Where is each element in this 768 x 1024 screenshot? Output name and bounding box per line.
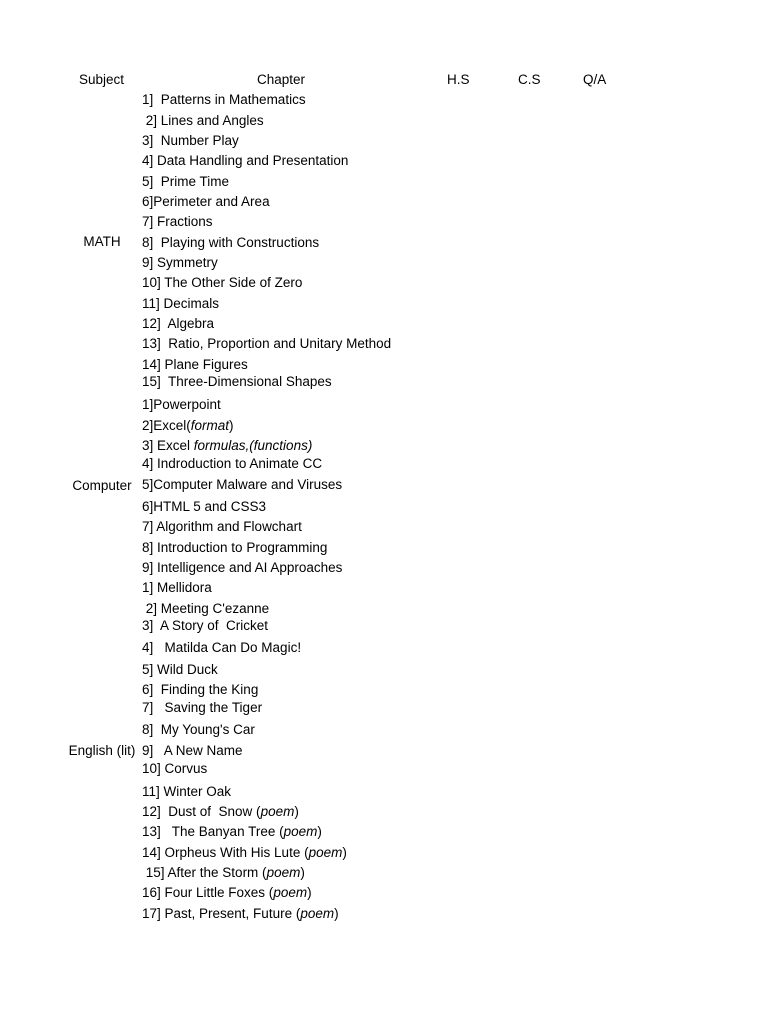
- hs-header: H.S: [447, 72, 470, 87]
- chapter-row: 2] Meeting C'ezanne: [142, 601, 270, 616]
- chapter-row: 2]Excel(format): [142, 418, 234, 433]
- chapter-row: 15] After the Storm (poem): [142, 865, 305, 880]
- chapter-row: 8] My Young's Car: [142, 722, 255, 737]
- chapter-row: 7] Algorithm and Flowchart: [142, 519, 302, 534]
- chapter-row: 4] Indroduction to Animate CC: [142, 456, 323, 471]
- chapter-row: 9] Symmetry: [142, 255, 218, 270]
- chapter-row: 7] Saving the Tiger: [142, 700, 263, 715]
- chapter-row: 5]Computer Malware and Viruses: [142, 477, 343, 492]
- subject-header: Subject: [79, 72, 125, 87]
- chapter-row: 5] Prime Time: [142, 174, 230, 189]
- chapter-row: 6] Finding the King: [142, 682, 259, 697]
- chapter-row: 6]Perimeter and Area: [142, 194, 270, 209]
- chapter-row: 1] Mellidora: [142, 580, 212, 595]
- subject-label: Computer: [72, 478, 132, 493]
- chapter-row: 14] Orpheus With His Lute (poem): [142, 845, 347, 860]
- chapter-row: 3] Number Play: [142, 133, 239, 148]
- chapter-row: 13] The Banyan Tree (poem): [142, 824, 322, 839]
- chapter-row: 4] Matilda Can Do Magic!: [142, 640, 302, 655]
- chapter-row: 7] Fractions: [142, 214, 213, 229]
- chapter-row: 3] Excel formulas,(functions): [142, 438, 313, 453]
- chapter-row: 1]Powerpoint: [142, 397, 221, 412]
- chapter-row: 10] The Other Side of Zero: [142, 275, 303, 290]
- cs-header: C.S: [518, 72, 541, 87]
- subject-label: English (lit): [68, 743, 136, 758]
- chapter-row: 4] Data Handling and Presentation: [142, 153, 349, 168]
- subject-label: MATH: [83, 234, 121, 249]
- chapter-row: 5] Wild Duck: [142, 662, 218, 677]
- chapter-row: 11] Winter Oak: [142, 784, 232, 799]
- chapter-row: 16] Four Little Foxes (poem): [142, 885, 312, 900]
- chapter-row: 1] Patterns in Mathematics: [142, 92, 306, 107]
- chapter-row: 9] A New Name: [142, 743, 243, 758]
- chapter-row: 15] Three-Dimensional Shapes: [142, 374, 332, 389]
- chapter-row: 11] Decimals: [142, 296, 220, 311]
- chapter-header: Chapter: [257, 72, 306, 87]
- chapter-row: 8] Playing with Constructions: [142, 235, 320, 250]
- chapter-row: 8] Introduction to Programming: [142, 540, 328, 555]
- chapter-row: 17] Past, Present, Future (poem): [142, 906, 339, 921]
- qa-header: Q/A: [583, 72, 607, 87]
- chapter-row: 14] Plane Figures: [142, 357, 248, 372]
- chapter-row: 12] Dust of Snow (poem): [142, 804, 299, 819]
- chapter-row: 3] A Story of Cricket: [142, 618, 269, 633]
- chapter-row: 10] Corvus: [142, 761, 208, 776]
- chapter-row: 6]HTML 5 and CSS3: [142, 499, 267, 514]
- chapter-row: 2] Lines and Angles: [142, 113, 264, 128]
- chapter-row: 9] Intelligence and AI Approaches: [142, 560, 343, 575]
- chapter-row: 13] Ratio, Proportion and Unitary Method: [142, 336, 392, 351]
- chapter-row: 12] Algebra: [142, 316, 215, 331]
